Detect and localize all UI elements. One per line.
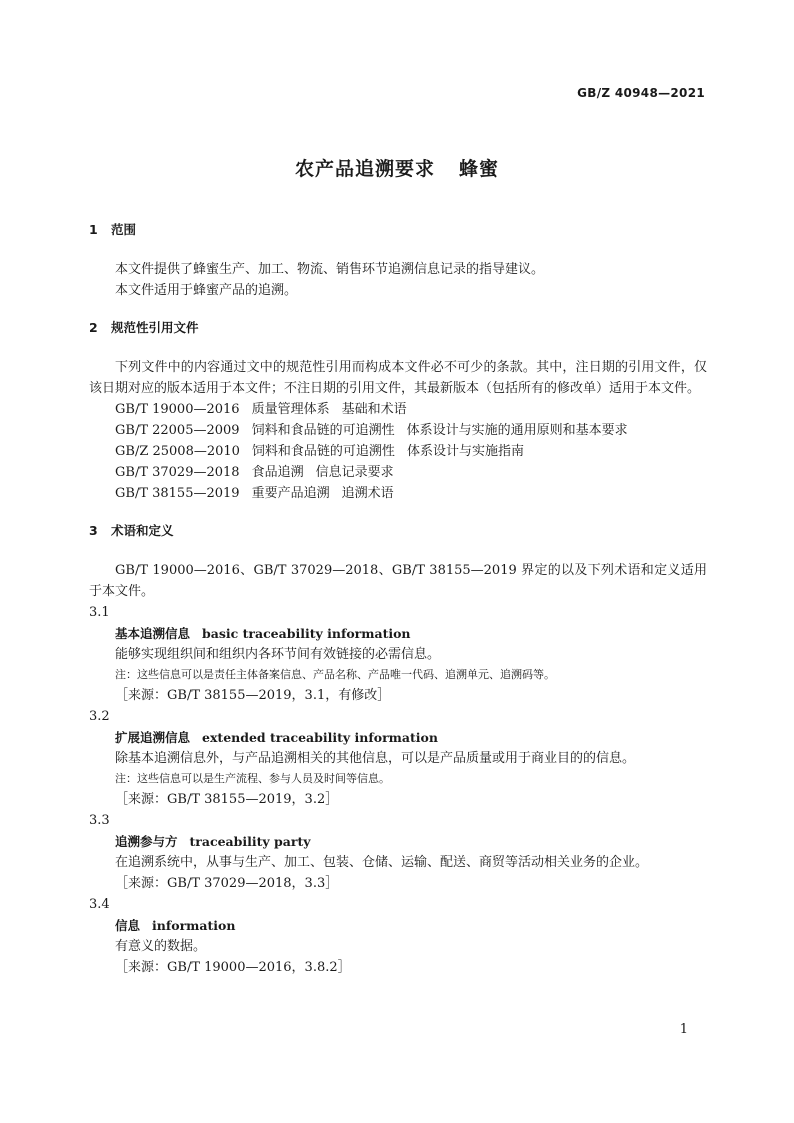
term-name (89, 831, 707, 852)
reference-code: GB/Z 25008—2010 (115, 444, 240, 459)
reference-title: 质量管理体系 (251, 402, 330, 417)
term-name-en: basic traceability information (202, 626, 411, 641)
title-sub: 蜂蜜 (459, 158, 500, 180)
term-name-en: information (152, 918, 236, 933)
reference-title: 饲料和食品链的可追溯性 (251, 444, 395, 459)
reference-title: 重要产品追溯 (251, 486, 330, 501)
references-intro: 下列文件中的内容通过文中的规范性引用而构成本文件必不可少的条款。其中，注日期的引用文件，仅该日期对应的版本适用于本文件；不注日期的引用文件，其最新版本（包括所有的修改单）适用于本文件。 (89, 360, 707, 396)
reference-title: 食品追溯 (251, 465, 304, 480)
section-heading-scope (89, 220, 707, 240)
terms-intro: GB/T 19000—2016、GB/T 37029—2018、GB/T 38155—2019 界定的以及下列术语和定义适用于本文件。 (89, 563, 707, 599)
term-number: 3.4 (89, 897, 110, 912)
section-number: 1 (89, 222, 98, 237)
reference-title: 饲料和食品链的可追溯性 (251, 423, 395, 438)
reference-code: GB/T 19000—2016 (115, 402, 240, 417)
term-name-cn: 基本追溯信息 (115, 626, 191, 641)
page-number: 1 (679, 1022, 688, 1037)
term-name-en: traceability party (189, 834, 311, 849)
reference-item (89, 483, 707, 504)
section-title: 规范性引用文件 (111, 320, 199, 335)
title-main: 农产品追溯要求 (294, 158, 435, 180)
term-source: ［来源：GB/T 19000—2016，3.8.2］ (115, 960, 351, 975)
term-source: ［来源：GB/T 38155—2019，3.2］ (115, 792, 339, 807)
reference-subtitle: 追溯术语 (341, 486, 394, 501)
term-name-cn: 信息 (115, 918, 141, 933)
reference-subtitle: 体系设计与实施的通用原则和基本要求 (406, 423, 628, 438)
reference-code: GB/T 37029—2018 (115, 465, 240, 480)
term-definition: 能够实现组织间和组织内各环节间有效链接的必需信息。 (115, 647, 441, 662)
term-source: ［来源：GB/T 37029—2018，3.3］ (115, 876, 339, 891)
term-source: ［来源：GB/T 38155—2019，3.1，有修改］ (115, 688, 391, 703)
reference-item (89, 420, 707, 441)
reference-item (89, 399, 707, 420)
reference-code: GB/T 38155—2019 (115, 486, 240, 501)
term-number: 3.1 (89, 605, 110, 620)
reference-subtitle: 信息记录要求 (315, 465, 394, 480)
section-number: 3 (89, 523, 98, 538)
reference-subtitle: 体系设计与实施指南 (406, 444, 524, 459)
term-name (89, 727, 707, 748)
reference-subtitle: 基础和术语 (341, 402, 407, 417)
section-number: 2 (89, 320, 98, 335)
scope-paragraph: 本文件提供了蜂蜜生产、加工、物流、销售环节追溯信息记录的指导建议。 (115, 262, 545, 277)
standard-number: GB/Z 40948—2021 (577, 86, 705, 100)
reference-code: GB/T 22005—2009 (115, 423, 240, 438)
reference-item (89, 441, 707, 462)
term-name-cn: 扩展追溯信息 (115, 730, 191, 745)
scope-paragraph: 本文件适用于蜂蜜产品的追溯。 (115, 283, 298, 298)
term-note: 注：这些信息可以是生产流程、参与人员及时间等信息。 (115, 772, 390, 785)
section-title: 术语和定义 (111, 523, 174, 538)
section-heading-terms-definitions (89, 521, 707, 541)
term-name (89, 915, 707, 936)
term-definition: 除基本追溯信息外，与产品追溯相关的其他信息，可以是产品质量或用于商业目的的信息。 (115, 751, 636, 766)
term-name-cn: 追溯参与方 (115, 834, 178, 849)
document-body (89, 220, 707, 978)
term-definition: 在追溯系统中，从事与生产、加工、包装、仓储、运输、配送、商贸等活动相关业务的企业。 (115, 855, 649, 870)
term-number: 3.2 (89, 709, 110, 724)
term-note: 注：这些信息可以是责任主体备案信息、产品名称、产品唯一代码、追溯单元、追溯码等。 (115, 668, 555, 681)
reference-item (89, 462, 707, 483)
document-title (0, 154, 794, 181)
term-number: 3.3 (89, 813, 110, 828)
section-heading-normative-references (89, 318, 707, 338)
term-name-en: extended traceability information (202, 730, 438, 745)
term-definition: 有意义的数据。 (115, 939, 207, 954)
term-name (89, 623, 707, 644)
section-title: 范围 (111, 222, 137, 237)
